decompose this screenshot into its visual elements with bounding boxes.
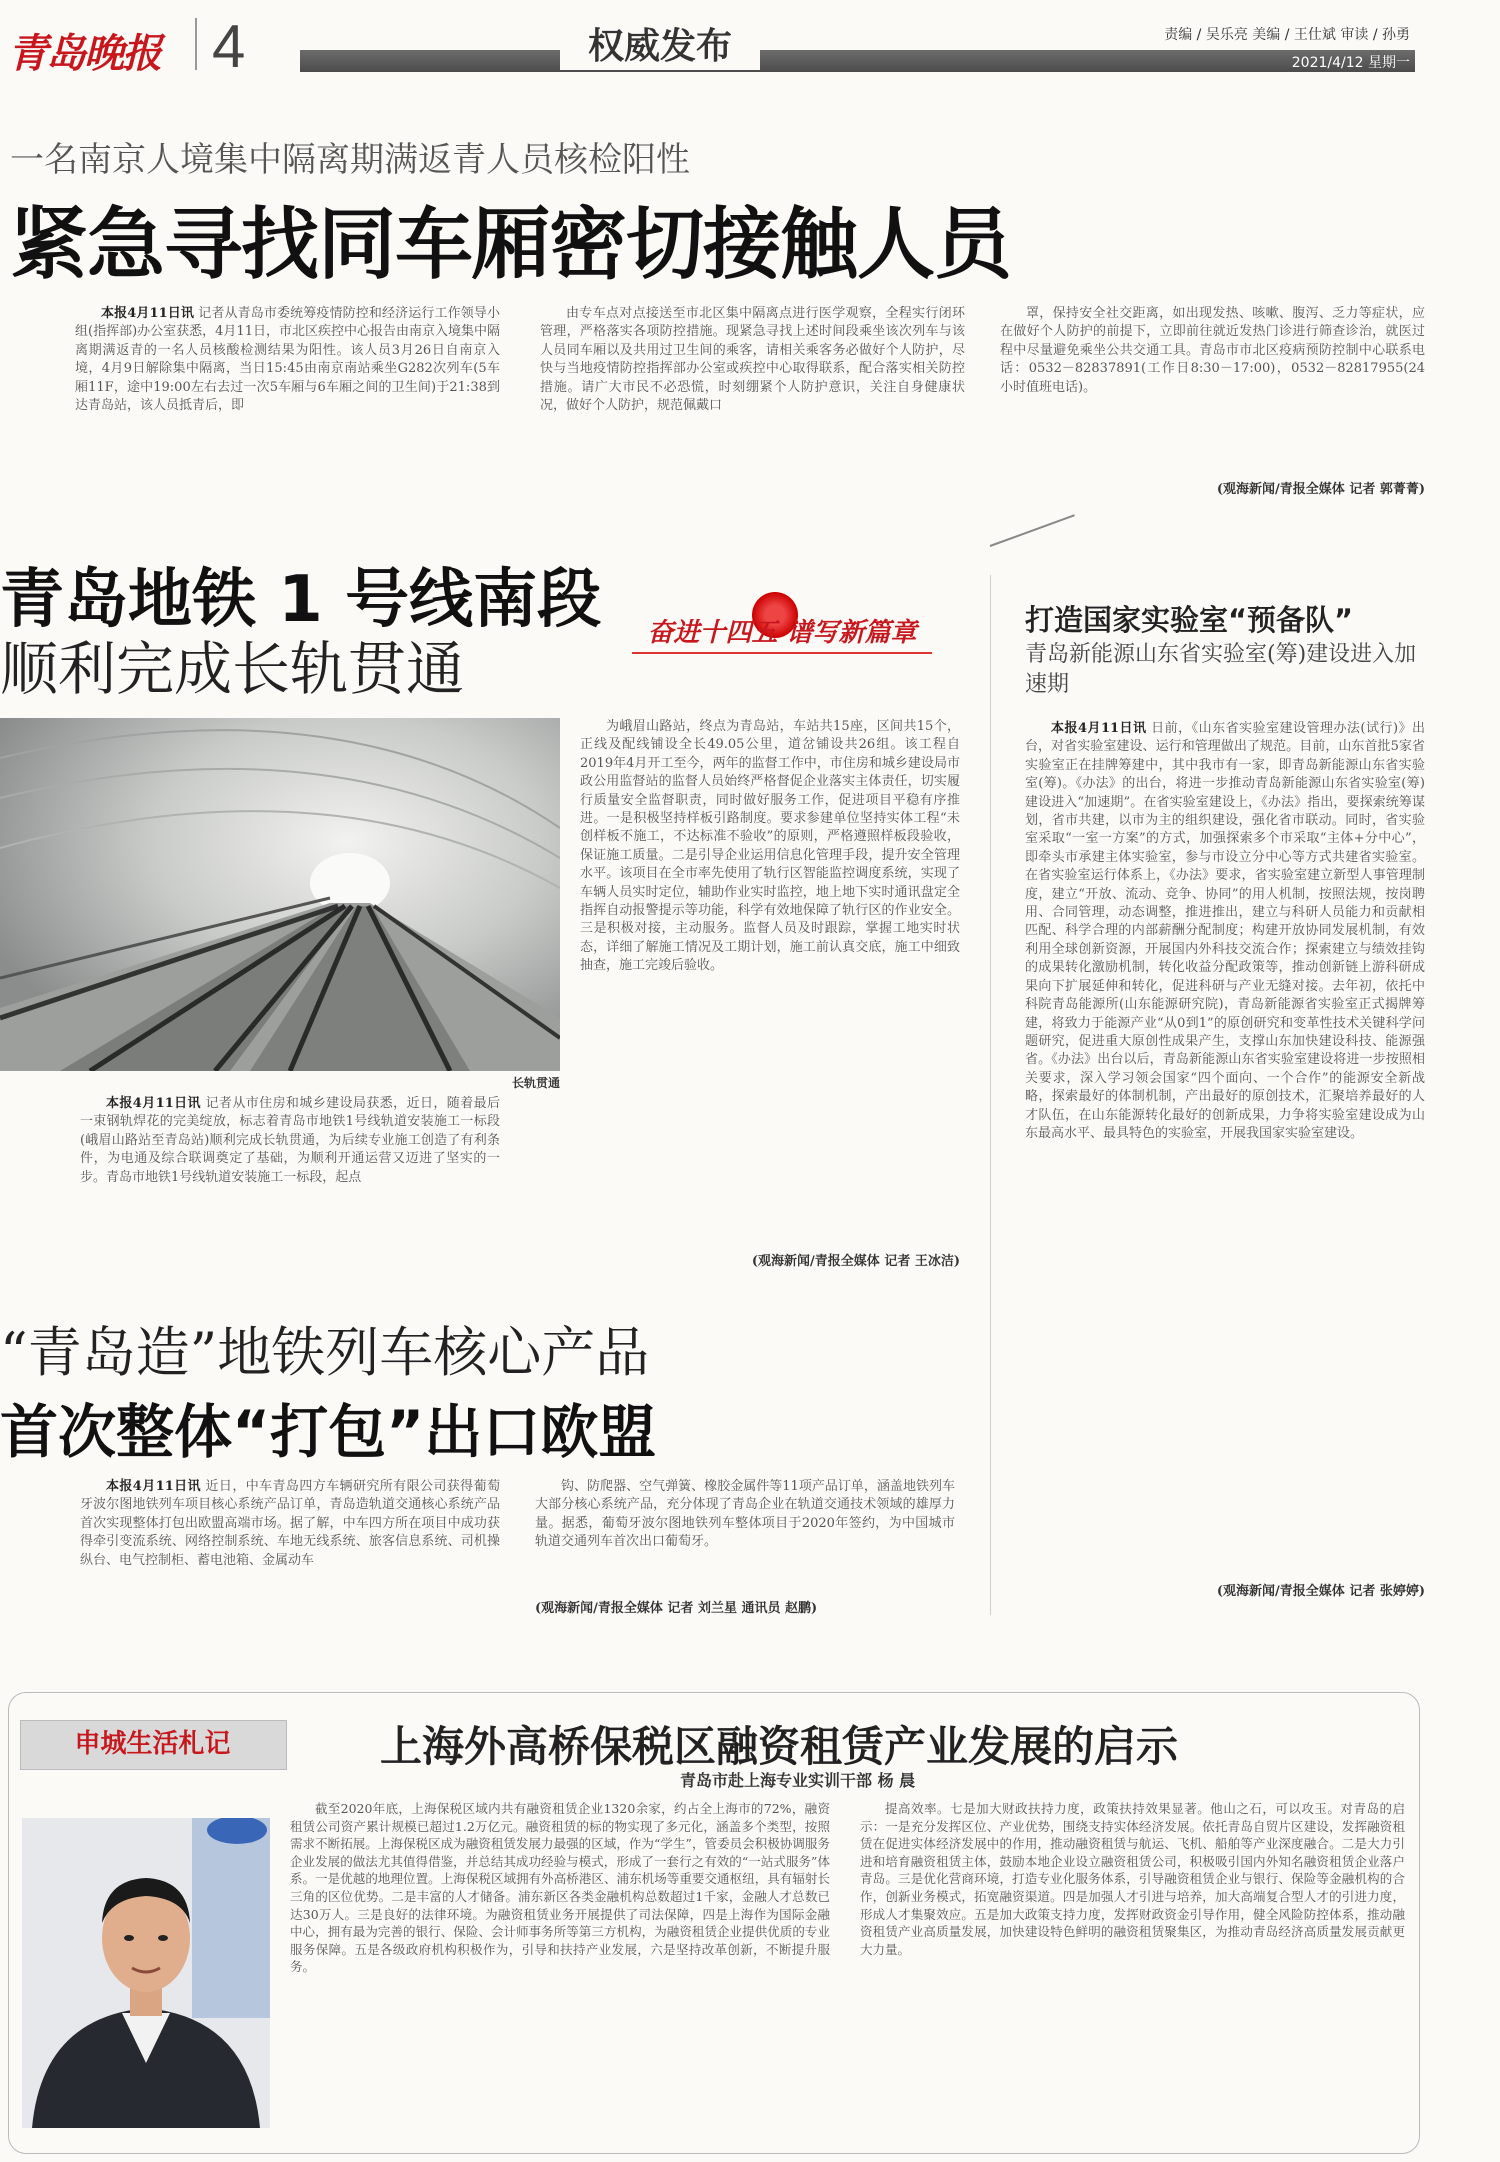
a4-headline-line1: “青岛造”地铁列车核心产品 <box>0 1321 650 1384</box>
portrait-illustration <box>22 1818 270 2128</box>
a2-dateline: 本报4月11日讯 <box>106 1096 201 1111</box>
a2-column-1 <box>80 1095 500 1265</box>
a2-headline-line2: 顺利完成长轨贯通 <box>0 635 465 703</box>
a5-column-2 <box>860 1800 1405 2140</box>
a2-headline-line1: 青岛地铁 1 号线南段 <box>0 563 602 637</box>
a2-byline: (观海新闻/青报全媒体 记者 王冰洁) <box>751 1254 960 1269</box>
a4-text-1: 近日，中车青岛四方车辆研究所有限公司获得葡萄牙波尔图地铁列车项目核心系统产品订单，青岛造轨道交通核心系统产品首次实现整体打包出欧盟高端市场。据了解，中车四方所在项目中成功获得牵引变流系统、网络控制系统、车地无线系统、旅客信息系统、司机操纵台、电气控制柜、蓄电池箱、金属动车 <box>80 1479 500 1568</box>
a1-column-2 <box>540 305 965 495</box>
a4-byline: (观海新闻/青报全媒体 记者 刘兰星 通讯员 赵鹏) <box>535 1601 818 1616</box>
a4-dateline: 本报4月11日讯 <box>106 1479 201 1494</box>
issue-date: 2021/4/12 星期一 <box>1291 55 1410 71</box>
a1-text-1: 记者从青岛市委统筹疫情防控和经济运行工作领导小组(指挥部)办公室获悉，4月11日，市北区疾控中心报告由南京入境集中隔离期满返青的一名人员核酸检测结果为阳性。该人员3月26日自南京入境，4月9日解除集中隔离，当日15:45由南京南站乘坐G282次列车(5车厢11F，途中19:00左右去过一次5车厢与6车厢之间的卫生间)于21:38到达青岛站，该人员抵青后，即 <box>75 306 500 414</box>
a5-text-2: 提高效率。七是加大财政扶持力度，政策扶持效果显著。他山之石，可以攻玉。对青岛的启示：一是充分发挥区位、产业优势，围绕支持实体经济发展。依托青岛自贸片区建设，发挥融资租赁在促进实体经济发展中的作用，推动融资租赁与航运、飞机、船舶等产业深度融合。二是大力引进和培育融资租赁主体，鼓励本地企业设立融资租赁公司，积极吸引国内外知名融资租赁企业落户青岛。三是优化营商环境，打造专业化服务体系，引导融资租赁企业与银行、保险等金融机构的合作，创新业务模式，拓宽融资渠道。四是加强人才引进与培养，加大高端复合型人才的引进力度，形成人才集聚效应。五是加大政策支持力度，发挥财政资金引导作用，健全风险防控体系，推动融资租赁产业高质量发展，加快建设特色鲜明的融资租赁聚集区，为推动青岛经济高质量发展贡献更大力量。 <box>860 1801 1405 1957</box>
masthead-divider <box>195 18 197 70</box>
a2-column-2 <box>580 718 960 1248</box>
section-title: 权威发布 <box>587 25 732 67</box>
campaign-stamp <box>632 592 932 654</box>
a2-text-1: 记者从市住房和城乡建设局获悉，近日，随着最后一束钢轨焊花的完美绽放，标志着青岛市地铁1号线轨道安装施工一标段(峨眉山路站至青岛站)顺利完成长轨贯通，为后续专业施工创造了有利条件，为电通及综合联调奠定了基础，为顺利开通运营又迈进了坚实的一步。青岛市地铁1号线轨道安装施工一标段，起点 <box>80 1096 500 1185</box>
newspaper-logo: 青岛晚报 <box>8 30 160 77</box>
a5-author: 青岛市赴上海专业实训干部 杨 晨 <box>680 1771 916 1790</box>
a3-byline: (观海新闻/青报全媒体 记者 张婷婷) <box>1216 1584 1425 1599</box>
a3-headline: 打造国家实验室“预备队” <box>1025 603 1354 637</box>
a3-frame-top <box>990 514 1075 547</box>
column-tag: 申城生活札记 <box>74 1729 231 1759</box>
a3-text: 日前，《山东省实验室建设管理办法(试行)》出台，对省实验室建设、运行和管理做出了规范。目前，山东首批5家省实验室正在挂牌筹建中，其中我市有一家，即青岛新能源山东省实验室(筹)。《办法》的出台，将进一步推动青岛新能源山东省实验室(筹)建设进入“加速期”。在省实验室建设上，《办法》指出，要探索统筹谋划，省市共建，以市为主的组织建设，强化省市联动。同时，省实验室采取“一室一方案”的方式，加强探索多个市采取“主体+分中心”，即牵头市承建主体实验室，参与市设立分中心等方式共建省实验室。在省实验室运行体系上，《办法》要求，省实验室建立新型人事管理制度，建立“开放、流动、竞争、协同”的用人机制，按照法规，按岗聘用、合同管理，动态调整，推进推出，建立与科研人员能力和贡献相匹配、科学合理的内部薪酬分配制度；构建开放协同发展机制，有效利用全球创新资源，开展国内外科技交流合作；探索建立与绩效挂钩的成果转化激励机制，转化收益分配政策等，推动创新链上游科研成果向下扩展延伸和转化，促进科研与产业无缝对接。去年初，依托中科院青岛能源所(山东能源研究院)，青岛新能源省实验室正式揭牌筹建，将致力于能源产业“从0到1”的原创研究和变革性技术关键科学问题研究，促进重大原创性成果产生，支撑山东加快建设科技、能源强省。《办法》出台以后，青岛新能源山东省实验室建设将进一步按照相关要求，深入学习领会国家“四个面向、一个合作”的能源安全新战略，探索最好的体制机制，产出最好的原创技术，汇聚培养最好的人才队伍，在山东能源转化最好的创新成果，力争将实验室建设成为山东最高水平、最具特色的实验室，开展我国家实验室建设。 <box>1025 721 1425 1141</box>
photo-caption: 长轨贯通 <box>511 1076 560 1090</box>
a4-column-2 <box>535 1478 955 1598</box>
stamp-text: 奋进十四五 谱写新篇章 <box>647 618 917 648</box>
a4-column-1 <box>80 1478 500 1638</box>
a3-frame-left <box>990 575 991 1615</box>
a4-headline-line2: 首次整体“打包”出口欧盟 <box>0 1398 657 1466</box>
author-portrait <box>22 1818 270 2128</box>
editor-credits: 责编 / 吴乐亮 美编 / 王仕斌 审读 / 孙勇 <box>1164 27 1410 43</box>
tunnel-illustration <box>0 718 560 1071</box>
a3-body-column <box>1025 720 1425 1575</box>
a3-dateline: 本报4月11日讯 <box>1051 721 1147 736</box>
a1-kicker: 一名南京人境集中隔离期满返青人员核检阳性 <box>10 140 690 180</box>
a1-text-3: 罩，保持安全社交距离，如出现发热、咳嗽、腹泻、乏力等症状，应在做好个人防护的前提下，立即前往就近发热门诊进行筛查诊治，就医过程中尽量避免乘坐公共交通工具。青岛市市北区疫病预防控制中心联系电话：0532－82837891(工作日8:30－17:00)，0532－82817955(24小时值班电话)。 <box>1000 306 1425 395</box>
a4-text-2: 钩、防爬器、空气弹簧、橡胶金属件等11项产品订单，涵盖地铁列车大部分核心系统产品，充分体现了青岛企业在轨道交通技术领域的雄厚力量。据悉，葡萄牙波尔图地铁列车整体项目于2020年签约，为中国城市轨道交通列车首次出口葡萄牙。 <box>535 1479 955 1550</box>
a5-text-1: 截至2020年底，上海保税区域内共有融资租赁企业1320余家，约占全上海市的72%，融资租赁公司资产累计规模已超过1.2万亿元。融资租赁的标的物实现了多元化，涵盖多个类型，按照需求不断拓展。上海保税区成为融资租赁发展力最强的区域，作为“学生”，管委员会积极协调服务企业发展的做法尤其值得借鉴，并总结其成功经验与模式，形成了一套行之有效的“一站式服务”体系。一是优越的地理位置。上海保税区域拥有外高桥港区、浦东机场等重要交通枢纽，具有辐射长三角的区位优势。二是丰富的人才储备。浦东新区各类金融机构总数超过1千家，金融人才总数已达30万人。三是良好的法律环境。为融资租赁业务开展提供了司法保障，四是上海作为国际金融中心，拥有最为完善的银行、保险、会计师事务所等第三方机构，为融资租赁企业提供优质的专业服务保障。五是各级政府机构积极作为，引导和扶持产业发展，六是坚持改革创新，不断提升服务。 <box>290 1801 830 1975</box>
a1-column-3 <box>1000 305 1425 475</box>
a1-headline: 紧急寻找同车厢密切接触人员 <box>10 200 1012 290</box>
a3-subhead-text: 青岛新能源山东省实验室(筹)建设进入加速期 <box>1025 642 1417 697</box>
masthead <box>0 0 1500 80</box>
a1-dateline: 本报4月11日讯 <box>101 306 195 321</box>
a1-byline: (观海新闻/青报全媒体 记者 郭菁菁) <box>1216 482 1425 497</box>
a1-column-1 <box>75 305 500 495</box>
tunnel-photo <box>0 718 560 1071</box>
a1-text-2: 由专车点对点接送至市北区集中隔离点进行医学观察，全程实行闭环管理，严格落实各项防控措施。现紧急寻找上述时间段乘坐该次列车与该人员同车厢以及共用过卫生间的乘客，请相关乘客务必做好个人防护，尽快与当地疫情防控指挥部办公室或疾控中心取得联系，配合落实相关防控措施。请广大市民不必恐慌，时刻绷紧个人防护意识，关注自身健康状况，做好个人防护，规范佩戴口 <box>540 306 965 414</box>
a5-headline: 上海外高桥保税区融资租赁产业发展的启示 <box>380 1722 1179 1771</box>
a2-text-2: 为峨眉山路站，终点为青岛站，车站共15座，区间共15个，正线及配线铺设全长49.05公里，道岔铺设共26组。该工程自2019年4月开工至今，两年的监督工作中，市住房和城乡建设局市政公用监督站的监督人员始终严格督促企业落实主体责任，切实履行质量安全监督职责，同时做好服务工作，促进项目平稳有序推进。一是积极坚持样板引路制度。要求参建单位坚持实体工程“未创样板不施工，不达标准不验收”的原则，严格遵照样板段验收，保证施工质量。二是引导企业运用信息化管理手段，提升安全管理水平。该项目在全市率先使用了轨行区智能监控调度系统，实现了车辆人员实时定位，辅助作业实时监控，地上地下实时通讯盘定全指挥自动报警提示等功能，科学有效地保障了轨行区的作业安全。三是积极对接，主动服务。监督人员及时跟踪，掌握工地实时状态，详细了解施工情况及工期计划，施工前认真交底，施工中细致抽查，施工完竣后验收。 <box>580 719 960 974</box>
page-number: 4 <box>212 13 246 80</box>
a3-subhead <box>1025 640 1425 700</box>
a5-column-1 <box>290 1800 830 2140</box>
